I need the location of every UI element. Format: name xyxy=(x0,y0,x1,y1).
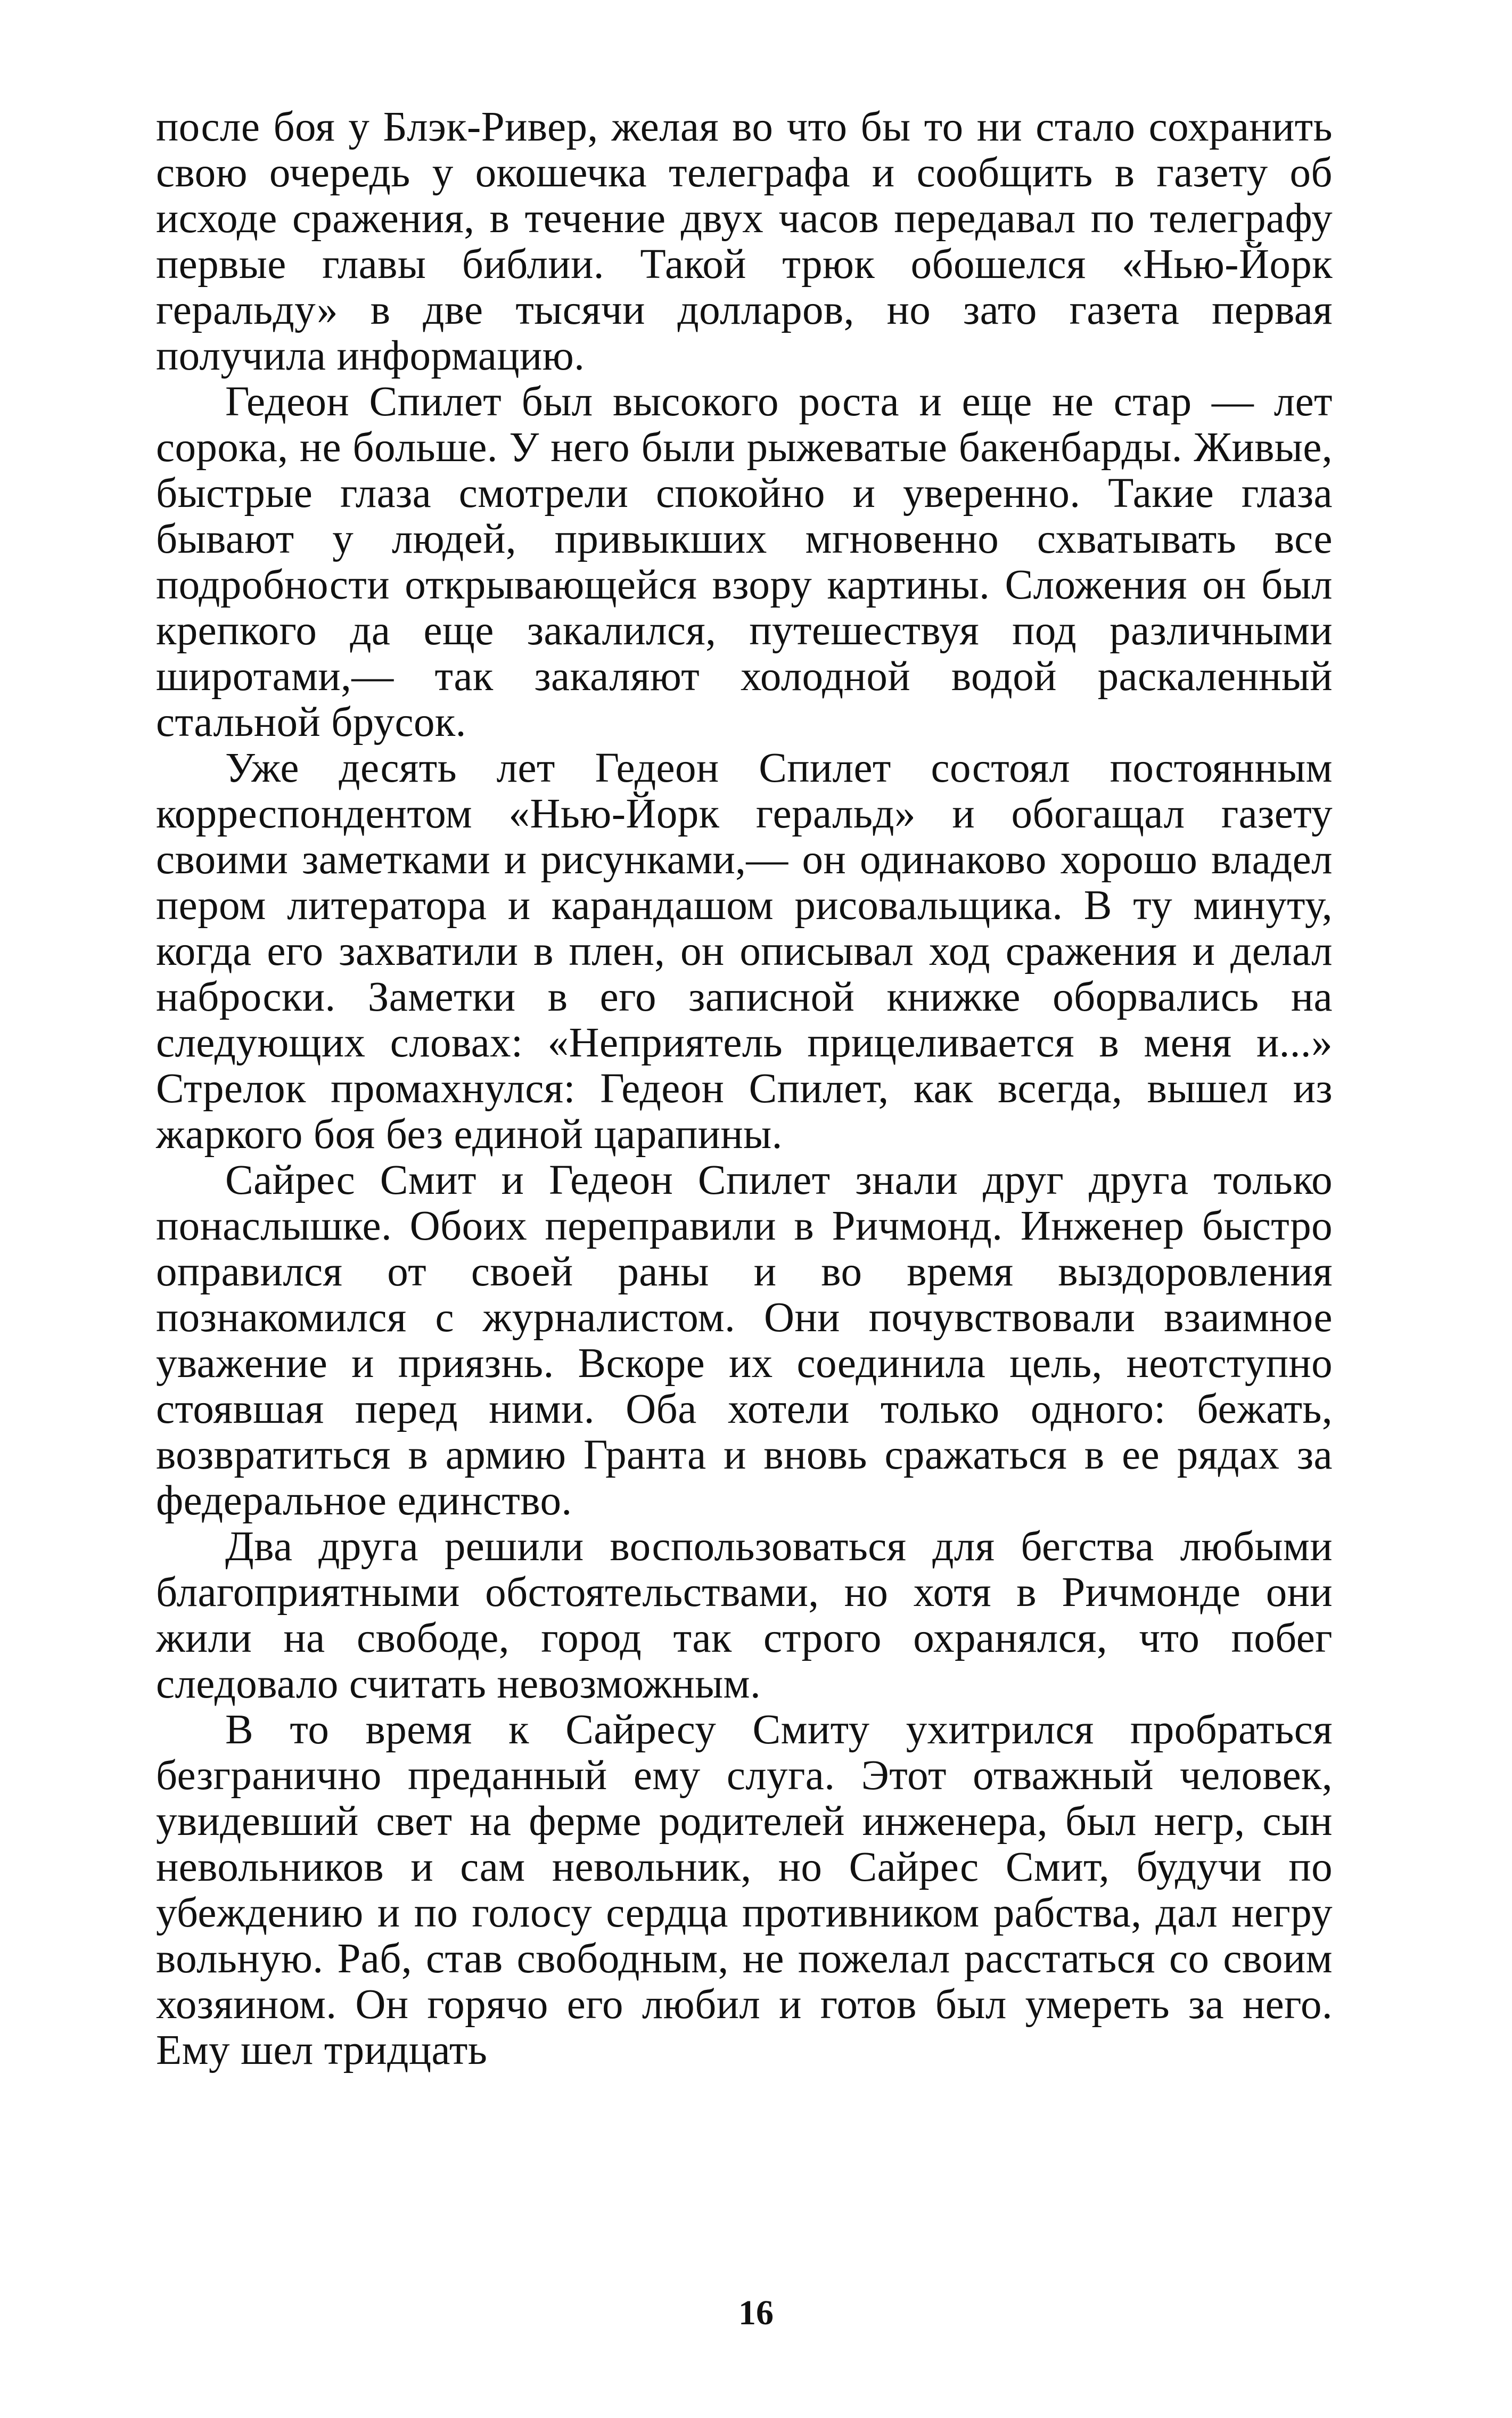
paragraph-3: Уже десять лет Гедеон Спилет состоял постоянным корреспондентом «Нью-Йорк геральд» и обогащал газету своими заметками и рисунками,— он одинаково хорошо владел пером литератора и карандашом рисовальщика. В ту минуту, когда его захватили в плен, он описывал ход сражения и делал наброски. Заметки в его записной книжке оборвались на следующих словах: «Неприятель прицеливается в меня и...» Стрелок промахнулся: Гедеон Спилет, как всегда, вышел из жаркого боя без единой царапины. xyxy=(156,745,1333,1158)
page-number: 16 xyxy=(738,2293,774,2332)
body-text xyxy=(156,104,1333,2073)
paragraph-5: Два друга решили воспользоваться для бегства любыми благоприятными обстоятельствами, но хотя в Ричмонде они жили на свободе, город так строго охранялся, что побег следовало считать невозможным. xyxy=(156,1523,1333,1707)
paragraph-1: после боя у Блэк-Ривер, желая во что бы то ни стало сохранить свою очередь у окошечка телеграфа и сообщить в газету об исходе сражения, в течение двух часов передавал по телеграфу первые главы библии. Такой трюк обошелся «Нью-Йорк геральду» в две тысячи долларов, но зато газета первая получила информацию. xyxy=(156,104,1333,379)
paragraph-4: Сайрес Смит и Гедеон Спилет знали друг друга только понаслышке. Обоих переправили в Ричмонд. Инженер быстро оправился от своей раны и во время выздоровления познакомился с журналистом. Они почувствовали взаимное уважение и приязнь. Вскоре их соединила цель, неотступно стоявшая перед ними. Оба хотели только одного: бежать, возвратиться в армию Гранта и вновь сражаться в ее рядах за федеральное единство. xyxy=(156,1157,1333,1524)
paragraph-6: В то время к Сайресу Смиту ухитрился пробраться безгранично преданный ему слуга. Этот отважный человек, увидевший свет на ферме родителей инженера, был негр, сын невольников и сам невольник, но Сайрес Смит, будучи по убеждению и по голосу сердца противником рабства, дал негру вольную. Раб, став свободным, не пожелал расстаться со своим хозяином. Он горячо его любил и готов был умереть за него. Ему шел тридцать xyxy=(156,1707,1333,2073)
paragraph-2: Гедеон Спилет был высокого роста и еще не стар — лет сорока, не больше. У него были рыжеватые бакенбарды. Живые, быстрые глаза смотрели спокойно и уверенно. Такие глаза бывают у людей, привыкших мгновенно схватывать все подробности открывающейся взору картины. Сложения он был крепкого да еще закалился, путешествуя под различными широтами,— так закаляют холодной водой раскаленный стальной брусок. xyxy=(156,379,1333,745)
